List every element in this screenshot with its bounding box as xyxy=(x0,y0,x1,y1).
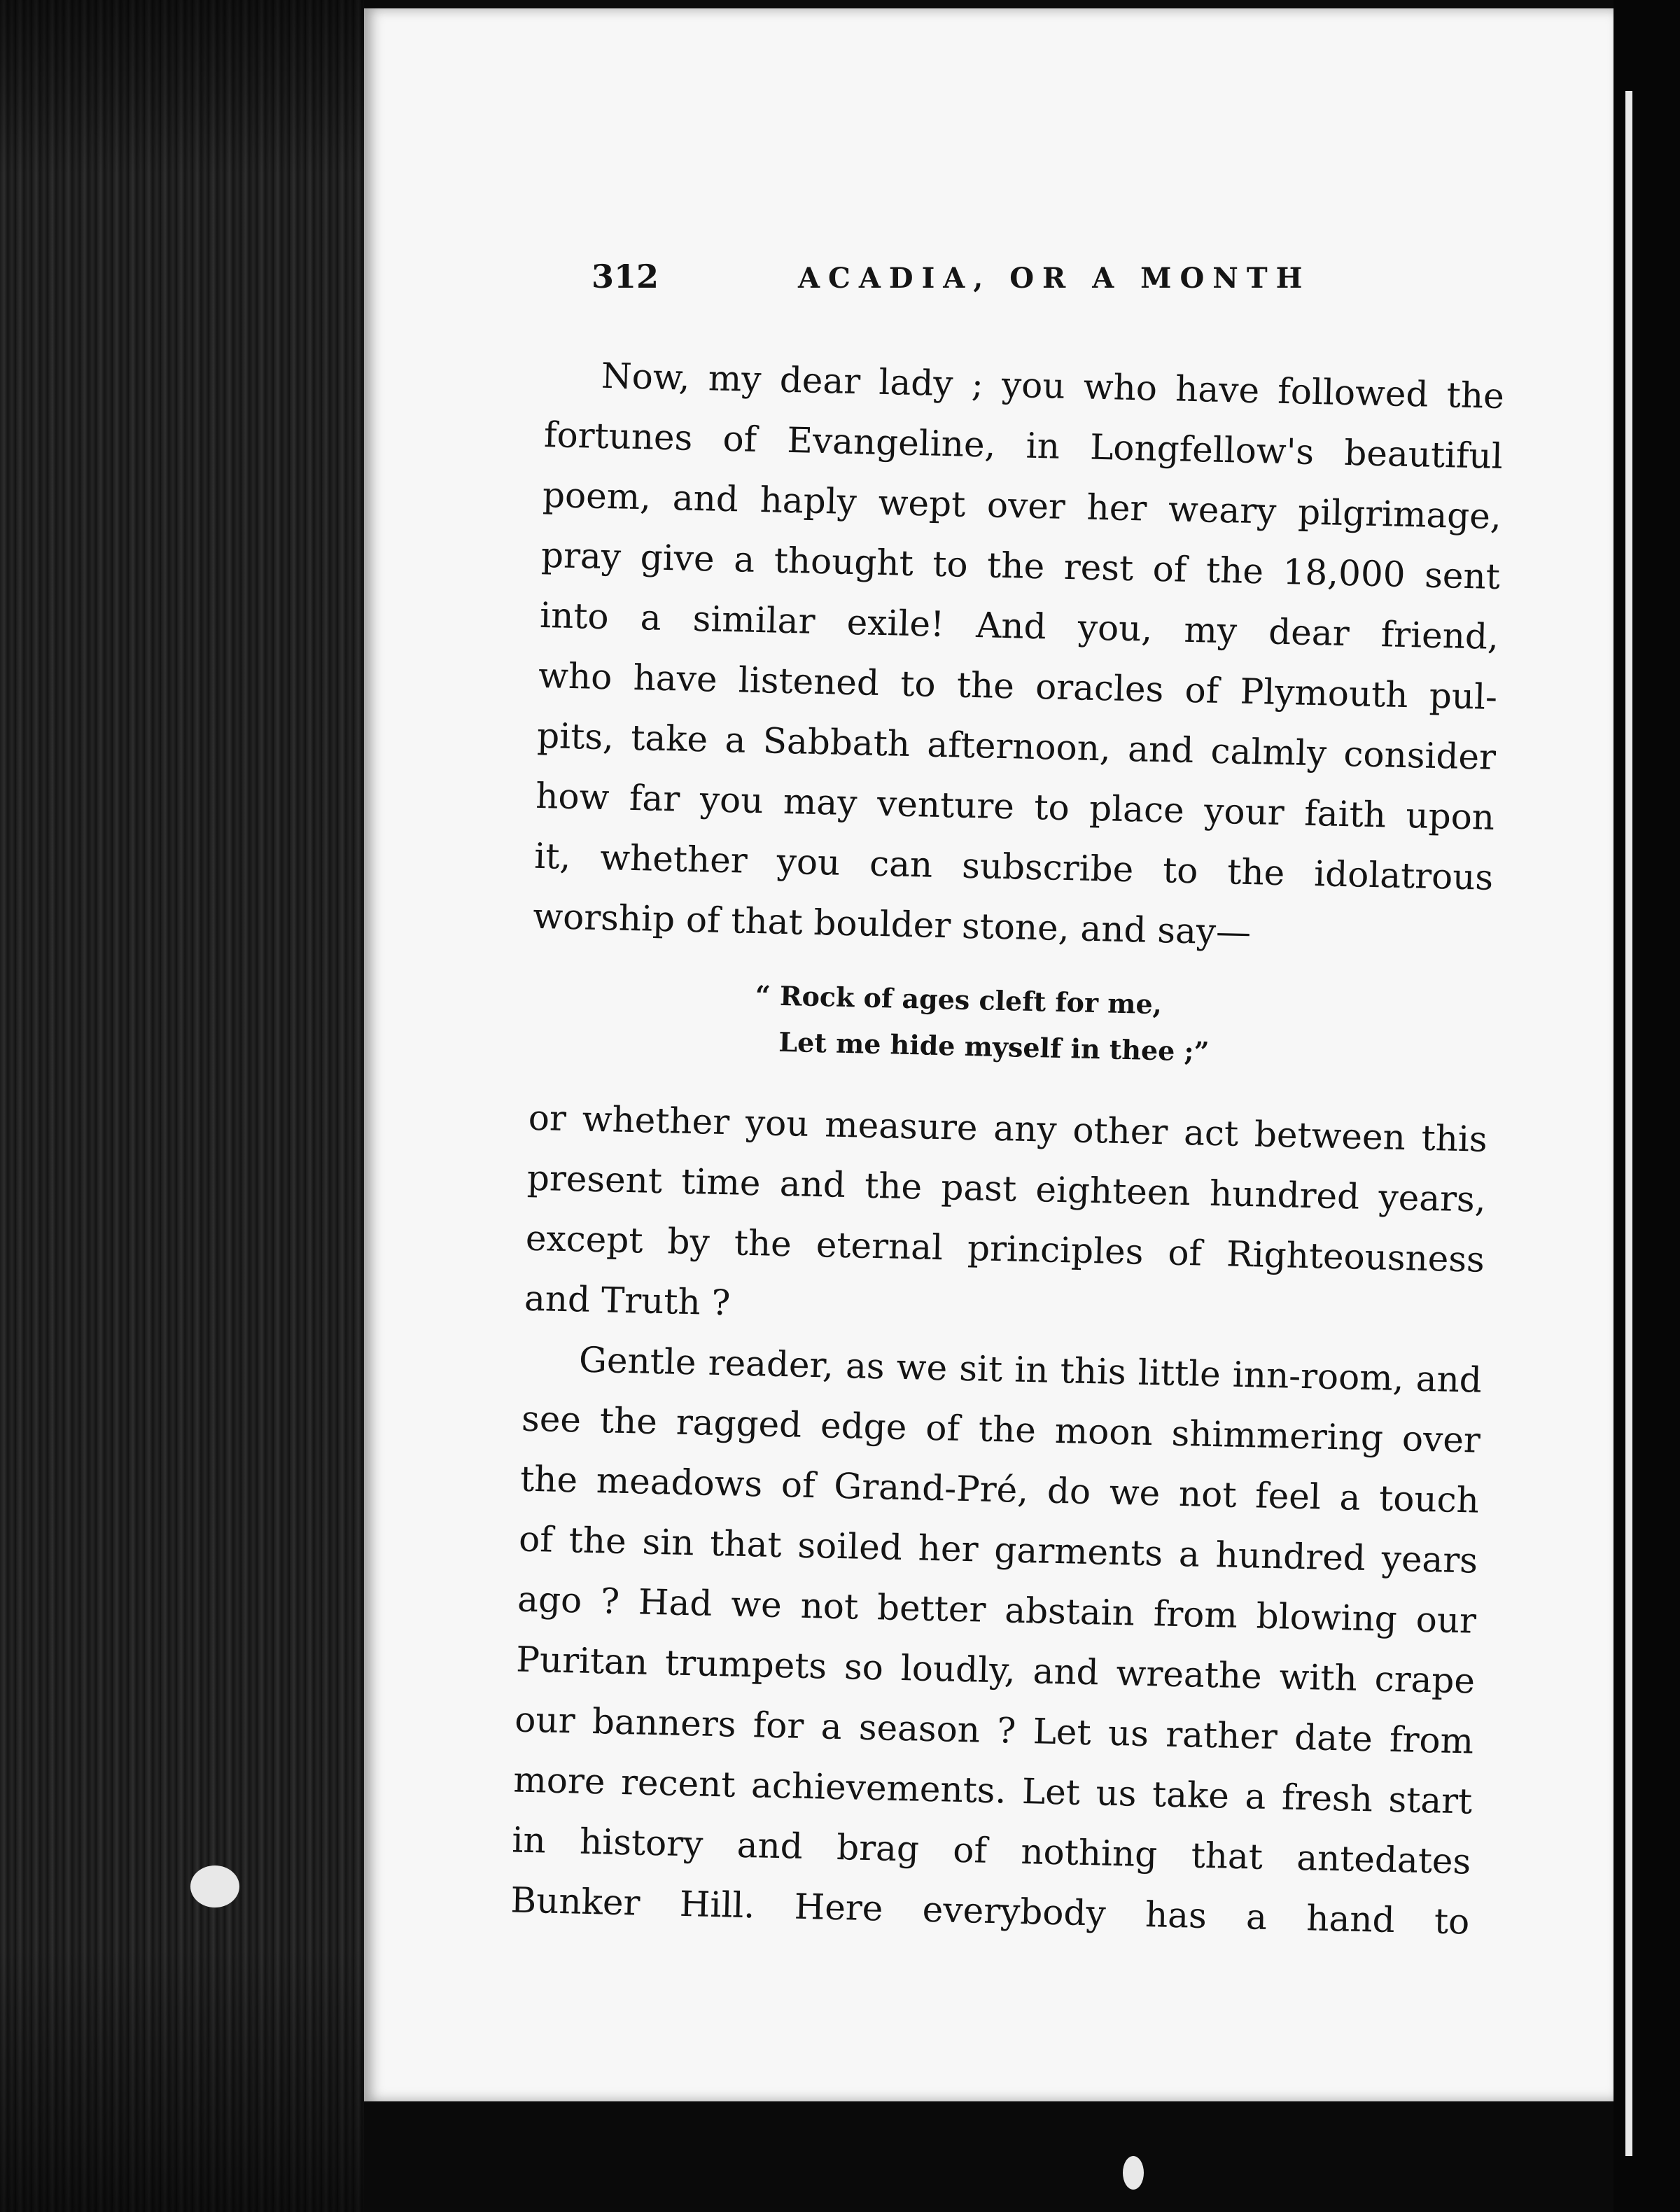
paragraph-2 xyxy=(510,1329,1504,1953)
body-text xyxy=(510,344,1526,1952)
scan-border-right xyxy=(1614,0,1680,2212)
page-edge-strip xyxy=(1625,91,1632,2156)
verse-line: Let me hide myself in thee ;” xyxy=(778,1026,1210,1068)
text-line: ago ? Had we not better abstain from blowing our xyxy=(517,1578,1477,1642)
text-line: worship of that boulder stone, and say— xyxy=(532,895,1252,953)
paragraph-1 xyxy=(532,344,1525,969)
text-line: and Truth ? xyxy=(524,1278,732,1324)
text-line: our banners for a season ? Let us rather date from xyxy=(514,1699,1474,1762)
text-line: fortunes of Evangeline, in Longfellow's beautiful xyxy=(543,414,1504,477)
page-number: 312 xyxy=(592,258,659,295)
text-line: the meadows of Grand-Pré, do we not feel a touch xyxy=(519,1458,1480,1521)
page-header xyxy=(592,258,1348,307)
paragraph-1-continued xyxy=(524,1088,1508,1351)
text-line: how far you may venture to place your faith upon xyxy=(535,775,1495,838)
text-line: poem, and haply wept over her weary pilgrimage, xyxy=(542,474,1502,538)
text-line: who have listened to the oracles of Plymouth pul- xyxy=(538,654,1498,718)
text-line: Bunker Hill. Here everybody has a hand to xyxy=(510,1879,1470,1942)
text-line: or whether you measure any other act between this xyxy=(528,1097,1488,1160)
text-line: into a similar exile! And you, my dear friend, xyxy=(539,594,1499,657)
text-line: present time and the past eighteen hundred years, xyxy=(526,1157,1487,1220)
book-page-edges xyxy=(0,0,364,2212)
text-line: in history and brag of nothing that antedates xyxy=(511,1819,1471,1882)
text-line: pits, take a Sabbath afternoon, and calmly consider xyxy=(536,715,1497,778)
text-line: more recent achievements. Let us take a fresh start xyxy=(512,1759,1473,1822)
paper-blemish xyxy=(190,1865,239,1907)
text-line: Gentle reader, as we sit in this little inn-room, and xyxy=(578,1339,1483,1401)
running-head: ACADIA, OR A MONTH xyxy=(798,262,1311,295)
text-line: it, whether you can subscribe to the idolatrous xyxy=(533,835,1494,898)
text-line: pray give a thought to the rest of the 18,000 sent xyxy=(540,534,1501,597)
text-line: Puritan trumpets so loudly, and wreathe with crape xyxy=(515,1639,1476,1702)
text-line: see the ragged edge of the moon shimmering over xyxy=(521,1398,1481,1461)
verse-quotation xyxy=(530,967,1512,1082)
text-line: except by the eternal principles of Righteousness xyxy=(525,1217,1485,1280)
verse-line: “ Rock of ages cleft for me, xyxy=(755,979,1163,1021)
text-line: of the sin that soiled her garments a hundred years xyxy=(518,1518,1478,1581)
text-line: Now, my dear lady ; you who have followed the xyxy=(601,355,1505,417)
paper-blemish xyxy=(1123,2156,1144,2190)
